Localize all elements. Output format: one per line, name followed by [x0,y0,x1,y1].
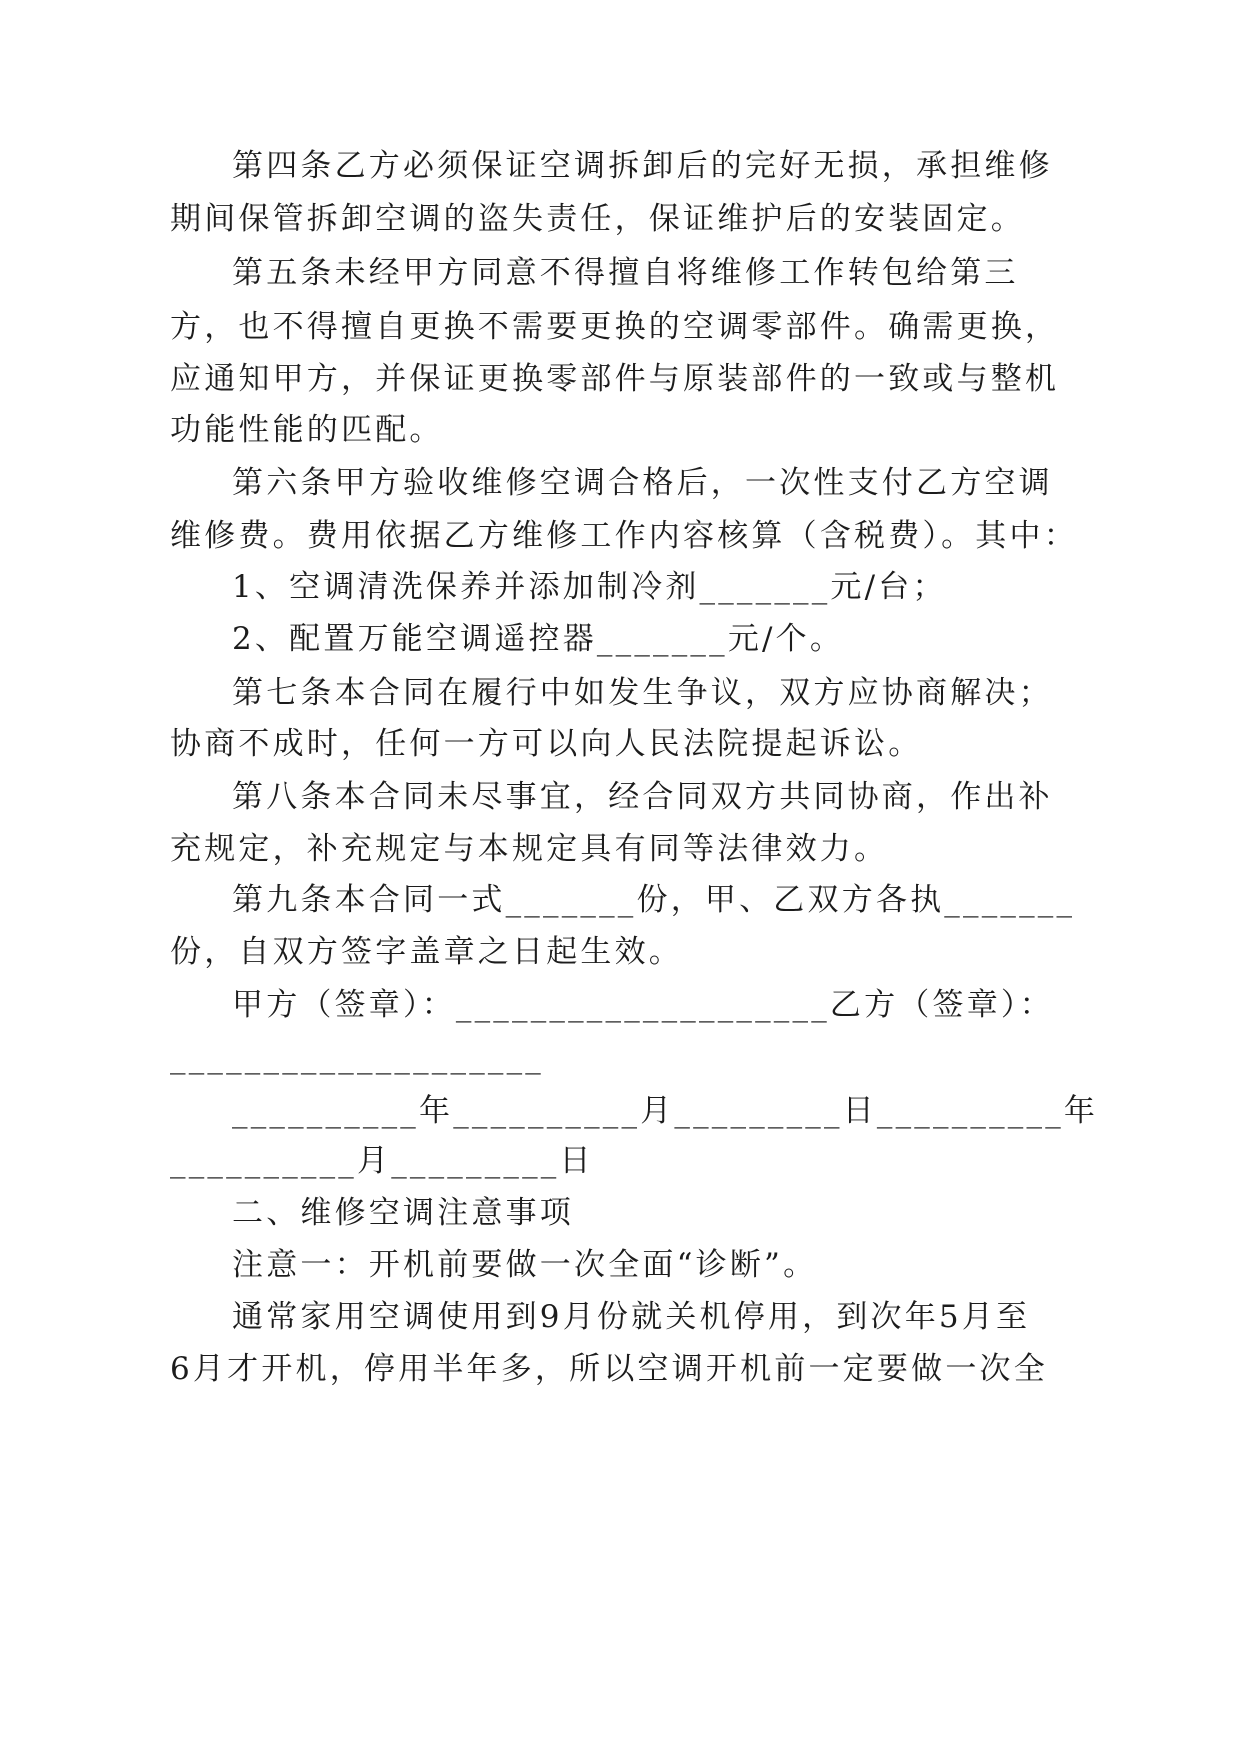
date-line: __________年__________月_________日__________年 [232,1093,1099,1129]
text-line: 第四条乙方必须保证空调拆卸后的完好无损，承担维修 [232,148,1053,184]
date-line: __________月_________日 [170,1143,594,1179]
text-line: 充规定，补充规定与本规定具有同等法律效力。 [170,831,889,867]
text-line: 份，自双方签字盖章之日起生效。 [170,934,683,970]
text-line: 方，也不得擅自更换不需要更换的空调零部件。确需更换， [170,309,1060,345]
text-line: 协商不成时，任何一方可以向人民法院提起诉讼。 [170,726,923,762]
text-line: 2、配置万能空调遥控器_______元/个。 [232,621,845,657]
signature-line: 甲方（签章）：____________________乙方（签章）： [232,987,1054,1023]
text-line: 功能性能的匹配。 [170,412,444,448]
text-line: 维修费。费用依据乙方维修工作内容核算（含税费）。其中： [170,518,1078,554]
text-line: 第七条本合同在履行中如发生争议，双方应协商解决； [232,675,1053,711]
text-line: 通常家用空调使用到9月份就关机停用，到次年5月至 [232,1299,1031,1335]
text-line: 注意一：开机前要做一次全面“诊断”。 [232,1247,818,1283]
text-line: 6月才开机，停用半年多，所以空调开机前一定要做一次全 [170,1351,1048,1387]
signature-blank: ____________________ [170,1039,544,1075]
text-line: 第五条未经甲方同意不得擅自将维修工作转包给第三 [232,255,1019,291]
text-line: 应通知甲方，并保证更换零部件与原装部件的一致或与整机 [170,361,1060,397]
text-line: 1、空调清洗保养并添加制冷剂_______元/台； [232,569,947,605]
section-heading: 二、维修空调注意事项 [232,1195,574,1231]
text-line: 第六条甲方验收维修空调合格后，一次性支付乙方空调 [232,465,1053,501]
text-line: 第八条本合同未尽事宜，经合同双方共同协商，作出补 [232,779,1053,815]
text-line: 第九条本合同一式_______份，甲、乙双方各执_______ [232,882,1076,918]
text-line: 期间保管拆卸空调的盗失责任，保证维护后的安装固定。 [170,201,1025,237]
